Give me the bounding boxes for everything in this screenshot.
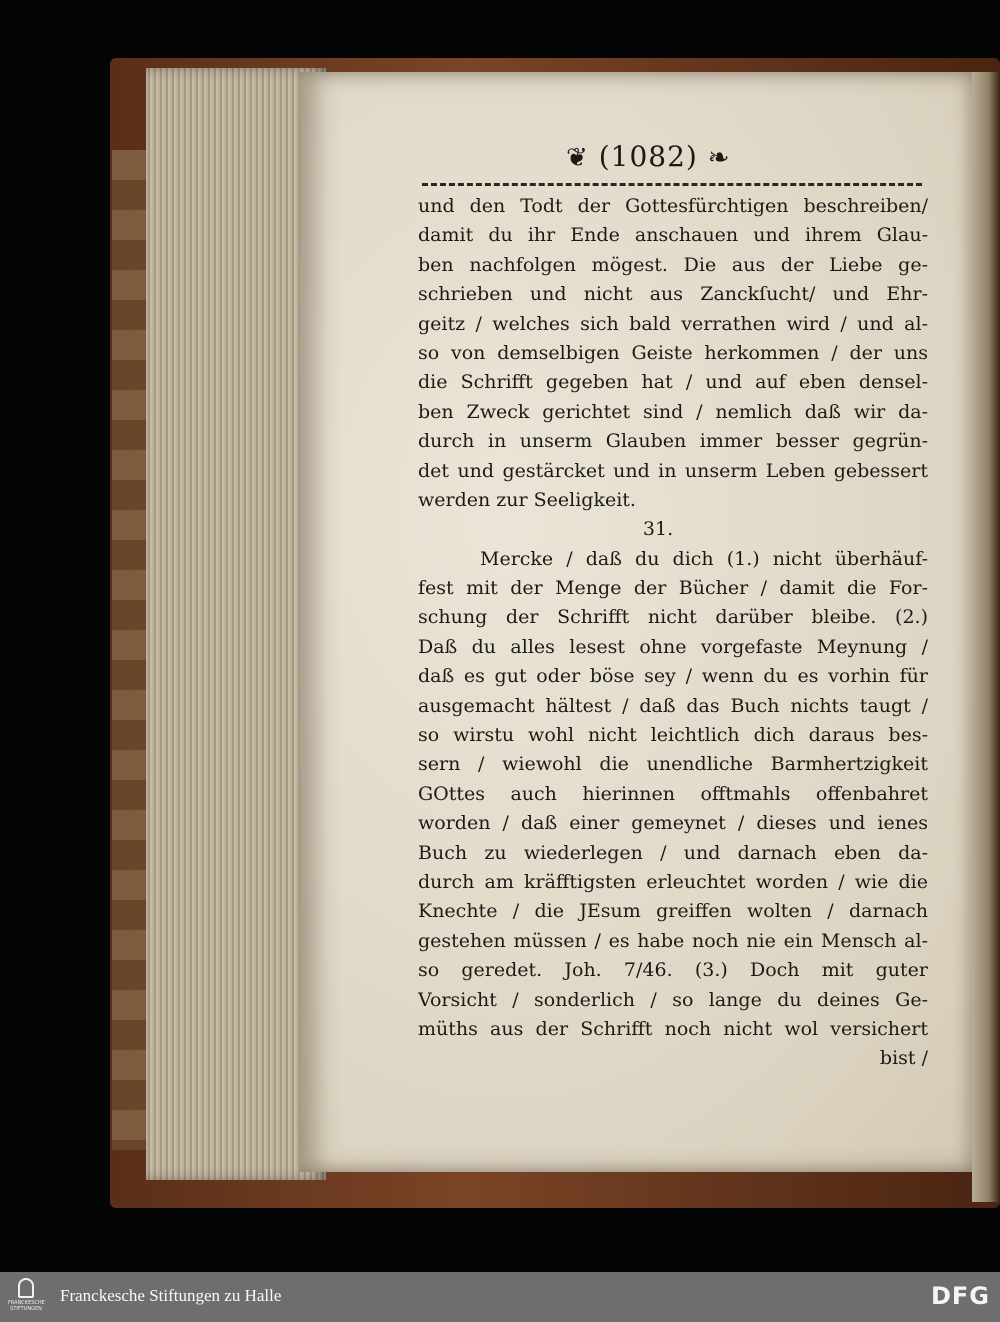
section-number: 31. [642,518,674,541]
catchword: bist / [879,1047,928,1070]
text-line: damit du ihr Ende anschauen und ihrem Glau- [418,224,928,247]
page-body [418,192,928,1074]
text-line: geitz / welches sich bald verrathen wird / und al- [418,312,928,335]
text-line: GOttes auch hierinnen offtmahls offenbahret [418,782,928,805]
logo-text: FRANCKESCHE STIFTUNGEN [8,1300,45,1312]
text-line: so wirstu wohl nicht leichtlich dich daraus bes- [418,724,928,747]
text-line: Daß du alles lesest ohne vorgefaste Meynung / [418,635,928,658]
text-line: werden zur Seeligkeit. [418,488,636,511]
text-line: fest mit der Menge der Bücher / damit die For- [418,577,928,600]
institution-link[interactable]: Franckesche Stiftungen zu Halle [60,1286,282,1305]
page-number: (1082) [598,140,698,173]
text-line: schung der Schrifft nicht darüber bleibe. (2.) [418,606,928,629]
text-line: müths aus der Schrifft noch nicht wol versichert [418,1017,928,1040]
facing-page-edge [972,72,1000,1202]
text-line: ausgemacht hältest / daß das Buch nichts taugt / [418,694,928,717]
text-line: ben Zweck gerichtet sind / nemlich daß wir da- [418,400,928,423]
text-line: det und gestärcket und in unserm Leben gebessert [418,459,928,482]
text-line: Knechte / die JEsum greiffen wolten / darnach [418,900,928,923]
viewer-footer [0,1272,1000,1322]
text-line: gestehen müssen / es habe noch nie ein Mensch al- [418,929,928,952]
ornament-right-icon: ❧ [707,143,731,173]
text-line: so von demselbigen Geiste herkommen / der uns [418,341,928,364]
cover-spine-marbling [112,150,150,1150]
text-line: und den Todt der Gottesfürchtigen beschreiben/ [418,195,928,217]
header-rule [422,183,922,186]
text-line: worden / daß einer gemeynet / dieses und ienes [418,812,928,835]
franckesche-logo-icon[interactable] [8,1278,44,1316]
text-line: durch am kräfftigsten erleuchtet worden / wie die [418,870,928,893]
page-header [566,140,731,173]
text-line: schrieben und nicht aus Zanckſucht/ und Ehr- [418,283,928,306]
text-line: Buch zu wiederlegen / und darnach eben da- [418,841,928,864]
text-line: die Schrifft gegeben hat / und auf eben densel- [418,371,928,394]
text-line: Vorsicht / sonderlich / so lange du deines Ge- [418,988,928,1011]
ornament-left-icon: ❦ [566,143,589,173]
text-line: Mercke / daß du dich (1.) nicht überhäuf- [480,547,928,570]
building-icon [18,1278,34,1298]
page-block-edge [146,68,326,1180]
text-line: durch in unserm Glauben immer besser gegrün- [418,430,928,453]
text-line: daß es gut oder böse sey / wenn du es vorhin für [418,665,928,688]
dfg-logo[interactable]: DFG [930,1282,990,1310]
text-line: ben nachfolgen mögest. Die aus der Liebe ge- [418,253,928,276]
text-line: so geredet. Joh. 7/46. (3.) Doch mit guter [418,959,928,982]
text-line: sern / wiewohl die unendliche Barmhertzigkeit [418,753,928,776]
